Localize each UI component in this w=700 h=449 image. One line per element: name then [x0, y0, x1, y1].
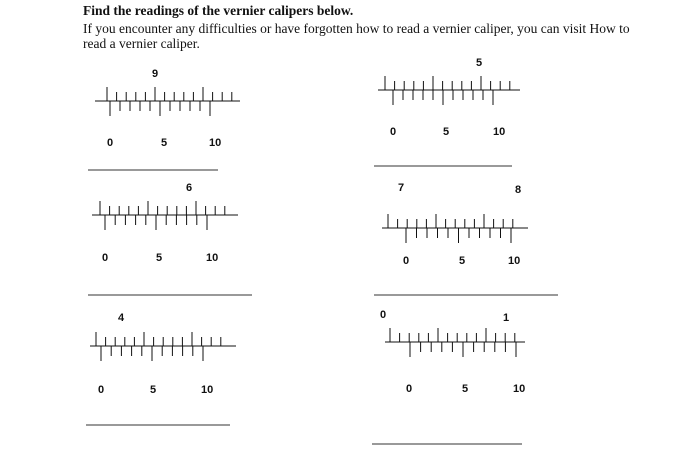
main-scale-label: 4 — [118, 312, 125, 324]
vernier-label-10: 10 — [206, 252, 219, 264]
main-scale-label-right: 8 — [515, 184, 522, 196]
vernier-label-0: 0 — [403, 255, 410, 267]
vernier-label-10: 10 — [513, 383, 526, 395]
vernier-label-10: 10 — [201, 384, 214, 396]
vernier-label-0: 0 — [390, 126, 397, 138]
vernier-label-5: 5 — [443, 126, 450, 138]
caliper-right-2 — [374, 182, 558, 295]
vernier-label-5: 5 — [459, 255, 466, 267]
vernier-label-10: 10 — [493, 126, 506, 138]
caliper-left-2 — [88, 182, 252, 295]
vernier-label-0: 0 — [98, 384, 105, 396]
vernier-label-10: 10 — [508, 255, 521, 267]
vernier-label-0: 0 — [107, 137, 114, 149]
main-scale-label-right: 1 — [503, 312, 510, 324]
main-scale-label-left: 0 — [380, 309, 387, 321]
vernier-label-5: 5 — [161, 137, 168, 149]
caliper-left-3 — [86, 312, 236, 425]
main-scale-label-left: 7 — [398, 182, 405, 194]
main-scale-label: 6 — [186, 182, 193, 194]
caliper-left-1 — [88, 68, 240, 170]
vernier-label-5: 5 — [156, 252, 163, 264]
main-scale-label: 5 — [476, 57, 483, 69]
vernier-label-0: 0 — [406, 383, 413, 395]
vernier-label-5: 5 — [462, 383, 469, 395]
vernier-label-10: 10 — [209, 137, 222, 149]
vernier-label-0: 0 — [102, 252, 109, 264]
caliper-right-3 — [372, 309, 525, 444]
vernier-label-5: 5 — [150, 384, 157, 396]
page-title: Find the readings of the vernier calipers below. — [83, 3, 354, 18]
caliper-right-1 — [374, 57, 520, 166]
main-scale-label: 9 — [152, 68, 159, 80]
instructions: If you encounter any difficulties or have forgotten how to read a vernier caliper, you can visit How to read a vernier caliper. — [83, 21, 630, 51]
